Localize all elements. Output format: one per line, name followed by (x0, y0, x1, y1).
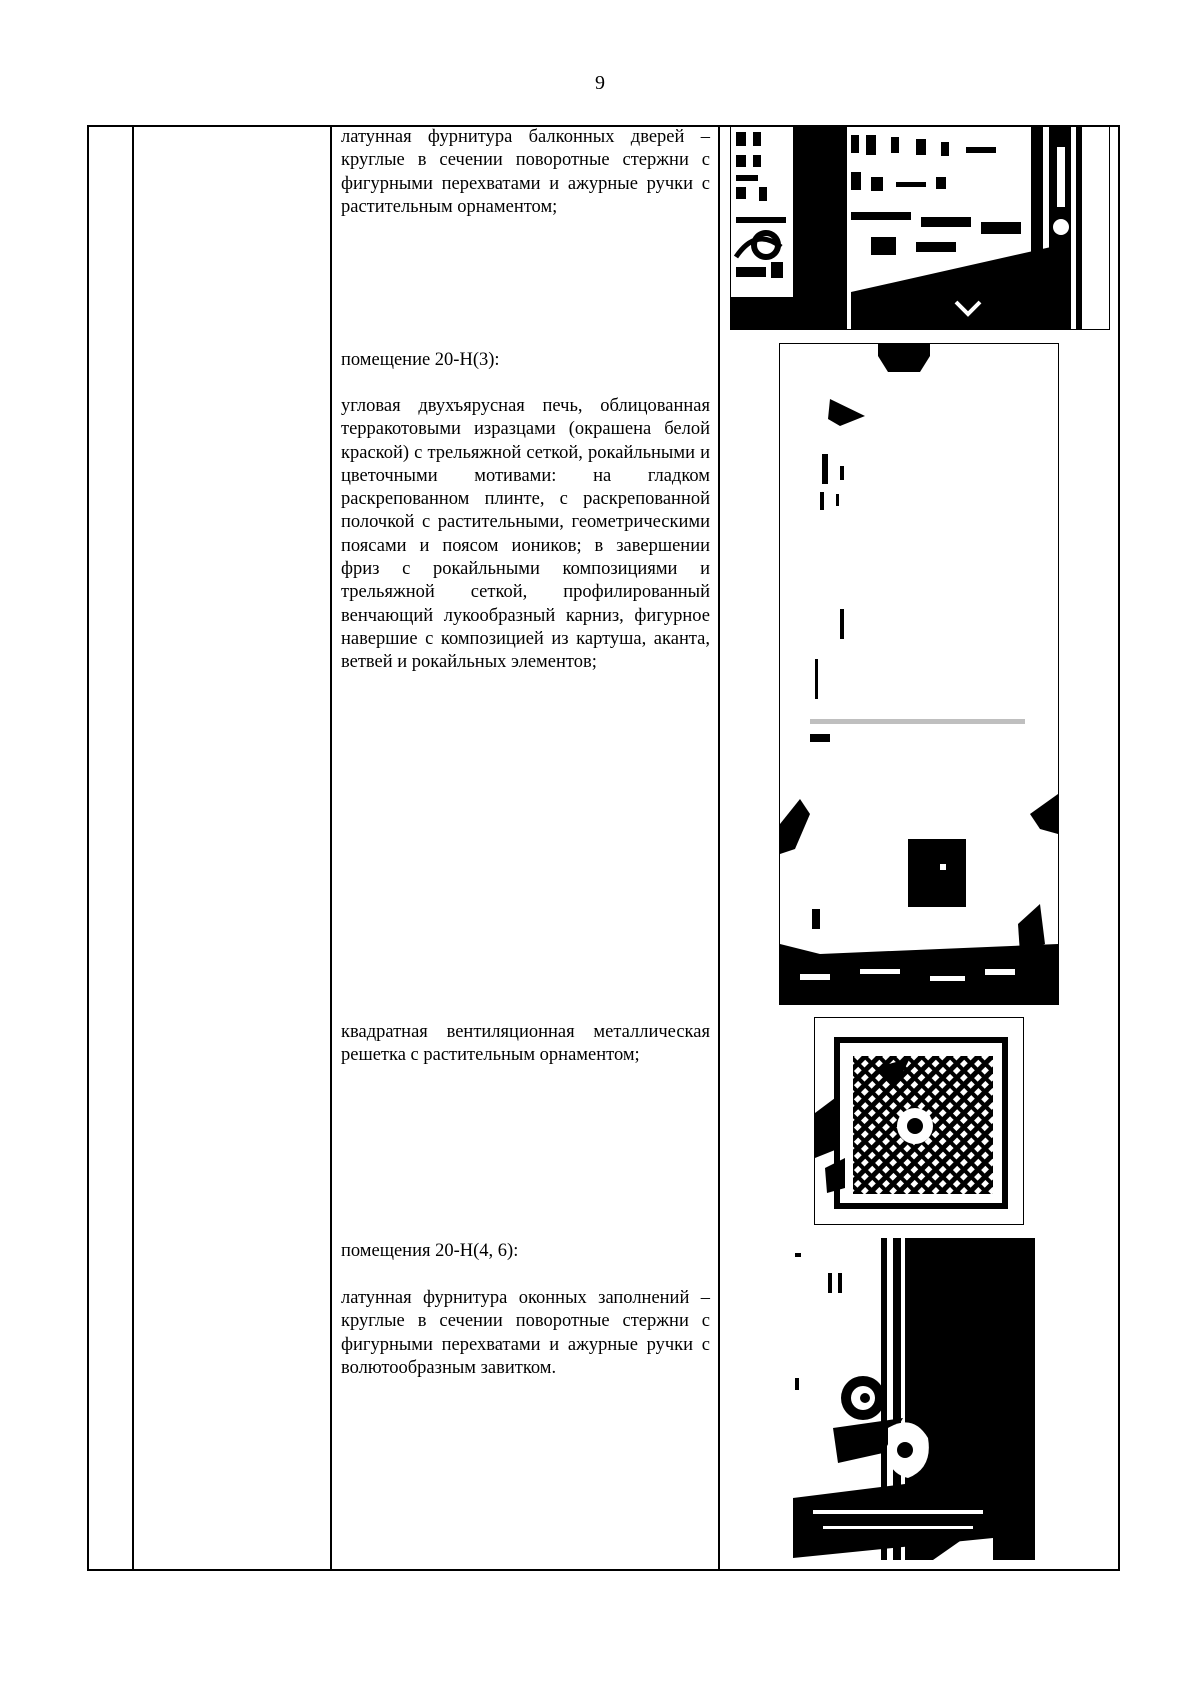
entry-4-text: латунная фурнитура оконных заполнений – круглые в сечении поворотные стержни с фигурными перехватами и ажурные ручки с волютообразным завитком. (341, 1288, 710, 1378)
column-divider-1 (132, 125, 134, 1571)
entry-4-heading: помещения 20-Н(4, 6): (341, 1241, 519, 1261)
column-divider-3 (718, 125, 720, 1571)
entry-2-text: угловая двухъярусная печь, облицованная терракотовыми изразцами (окрашена белой краской) с трельяжной сеткой, рокайльными и цветочными мотивами: на гладком раскрепованном плинте, с раскрепованной полочкой с растительными, геометрическими поясами и поясом иоников; в завершении фриз с рокайльными композициями и трельяжной сеткой, профилированный венчающий лукообразный карниз, фигурное навершие с композицией из картуша, аканта, ветвей и рокайльных элементов; (341, 396, 710, 673)
balcony-door-hardware-photo (730, 126, 1110, 330)
ventilation-grille-photo (814, 1017, 1024, 1225)
column-divider-2 (330, 125, 332, 1571)
page-number: 9 (595, 72, 605, 94)
entry-2-heading: помещение 20-Н(3): (341, 350, 500, 370)
entry-3-text: квадратная вентиляционная металлическая решетка с растительным орнаментом; (341, 1022, 710, 1066)
window-hardware-photo (793, 1238, 1035, 1560)
entry-1-text: латунная фурнитура балконных дверей – круглые в сечении поворотные стержни с фигурными перехватами и ажурные ручки с растительным орнаментом; (341, 127, 710, 217)
corner-stove-photo (779, 343, 1059, 1005)
